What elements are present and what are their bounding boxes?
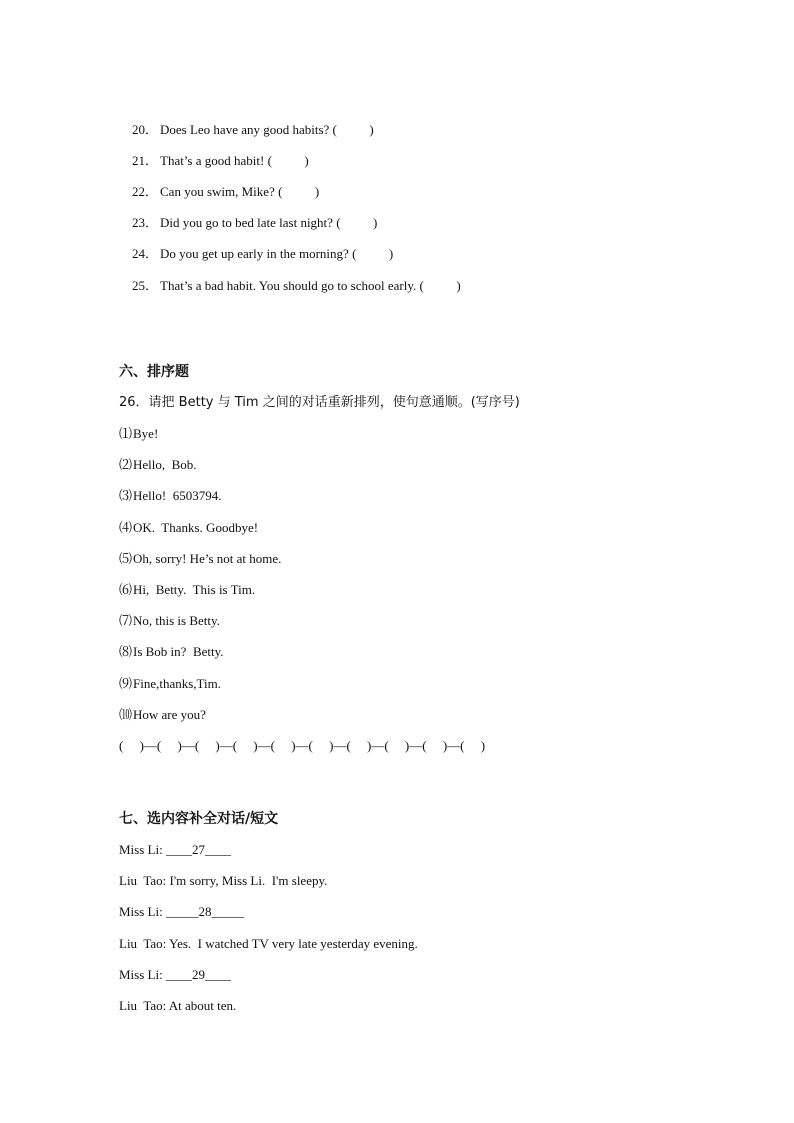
item-text: Hi, Betty. This is Tim.	[133, 582, 256, 597]
question-number: 24．	[132, 246, 159, 261]
item-text: Hello, Bob.	[133, 457, 197, 472]
speaker: Miss Li:	[119, 842, 166, 857]
dialogue-line-1	[119, 841, 231, 859]
section-6-instruction: 26．请把 Betty 与 Tim 之间的对话重新排列，使句意通顺。(写序号)	[119, 395, 520, 410]
dialogue-item-6	[119, 581, 255, 599]
dialogue-item-9	[119, 675, 221, 693]
item-marker: ⑸	[119, 551, 133, 566]
dialogue-line-3	[119, 903, 244, 921]
item-text: Oh, sorry! He’s not at home.	[133, 551, 282, 566]
question-text: Do you get up early in the morning? ( )	[160, 246, 394, 261]
item-marker: ⑽	[119, 707, 133, 722]
question-number: 22．	[132, 184, 159, 199]
item-marker: ⑴	[119, 426, 133, 441]
dialogue-text: At about ten.	[168, 998, 237, 1013]
question-text: Did you go to bed late last night? ( )	[160, 215, 378, 230]
question-number: 23．	[132, 215, 159, 230]
question-number: 20．	[132, 122, 159, 137]
dialogue-item-7	[119, 612, 220, 630]
item-marker: ⑷	[119, 520, 133, 535]
speaker: Liu Tao:	[119, 998, 169, 1013]
answer-blank-29[interactable]: ____29____	[165, 967, 231, 982]
item-text: Hello! 6503794.	[133, 488, 222, 503]
dialogue-item-4	[119, 519, 258, 537]
dialogue-line-5	[119, 966, 231, 984]
question-25	[119, 259, 461, 313]
item-marker: ⑶	[119, 488, 133, 503]
speaker: Liu Tao:	[119, 873, 170, 888]
dialogue-item-1	[119, 425, 158, 443]
dialogue-line-4	[119, 935, 418, 953]
item-text: Is Bob in? Betty.	[133, 644, 224, 659]
answer-sequence-line: ( )—( )—( )—( )—( )—( )—( )—( )—( )—( )	[119, 738, 486, 753]
item-text: OK. Thanks. Goodbye!	[133, 520, 259, 535]
item-text: Bye!	[133, 426, 159, 441]
question-number: 25．	[132, 278, 159, 293]
item-marker: ⑵	[119, 457, 133, 472]
item-marker: ⑹	[119, 582, 133, 597]
answer-blank-27[interactable]: ____27____	[165, 842, 231, 857]
dialogue-text: I'm sorry, Miss Li. I'm sleepy.	[169, 873, 328, 888]
item-text: How are you?	[133, 707, 206, 722]
question-text: Does Leo have any good habits? ( )	[160, 122, 374, 137]
dialogue-line-2	[119, 872, 327, 890]
item-text: Fine,thanks,Tim.	[133, 676, 222, 691]
section-7-heading: 七、选内容补全对话/短文	[119, 811, 279, 827]
answer-blank-28[interactable]: _____28_____	[165, 904, 244, 919]
speaker: Liu Tao:	[119, 936, 170, 951]
question-text: That’s a good habit! ( )	[160, 153, 309, 168]
item-marker: ⑼	[119, 676, 133, 691]
dialogue-item-10	[119, 706, 206, 724]
question-text: Can you swim, Mike? ( )	[160, 184, 320, 199]
dialogue-item-8	[119, 643, 224, 661]
dialogue-item-3	[119, 487, 221, 505]
item-marker: ⑺	[119, 613, 133, 628]
dialogue-line-6	[119, 997, 236, 1015]
speaker: Miss Li:	[119, 967, 166, 982]
question-number: 21．	[132, 153, 159, 168]
section-6-heading: 六、排序题	[119, 364, 189, 380]
dialogue-item-2	[119, 456, 197, 474]
dialogue-item-5	[119, 550, 281, 568]
question-text: That’s a bad habit. You should go to school early. ( )	[160, 278, 461, 293]
speaker: Miss Li:	[119, 904, 166, 919]
item-marker: ⑻	[119, 644, 133, 659]
item-text: No, this is Betty.	[133, 613, 220, 628]
dialogue-text: Yes. I watched TV very late yesterday evening.	[169, 936, 418, 951]
